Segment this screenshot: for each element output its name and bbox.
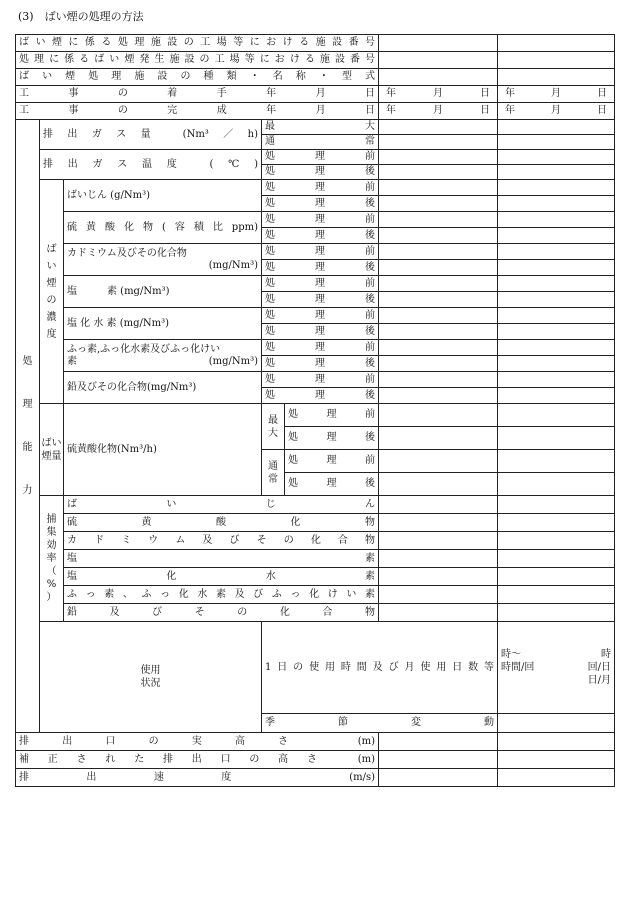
hcl-conc-after-field-2[interactable] — [498, 324, 615, 340]
construction-start-date-field-2[interactable]: 年 月 日 — [498, 86, 615, 103]
sox-conc-before-label: 処理前 — [262, 212, 379, 228]
sox-conc-label: 硫黄酸化物(容積比ppm) — [64, 212, 262, 244]
sox-volume-label: 硫黄酸化物(Nm³/h) — [64, 404, 262, 496]
gas-temp-before-field-2[interactable] — [498, 150, 615, 165]
sox-volume-normal-before-field-2[interactable] — [498, 450, 615, 473]
section-title: (3) ばい煙の処理の方法 — [18, 10, 144, 23]
gas-temp-after-field-2[interactable] — [498, 165, 615, 180]
eff-cadmium-field[interactable] — [379, 532, 498, 550]
sox-conc-before-field[interactable] — [379, 212, 498, 228]
eff-lead-label: 鉛及びその化合物 — [64, 604, 379, 622]
chlorine-conc-before-label: 処理前 — [262, 276, 379, 292]
cadmium-conc-after-label: 処理後 — [262, 260, 379, 276]
lead-conc-after-field-2[interactable] — [498, 388, 615, 404]
fluorine-conc-after-field-2[interactable] — [498, 356, 615, 372]
facility-number-treatment-label: ばい煙に係る処理施設の工場等における施設番号 — [16, 35, 379, 52]
lead-conc-label: 鉛及びその化合物(mg/Nm³) — [64, 372, 262, 404]
eff-sox-field[interactable] — [379, 514, 498, 532]
eff-hcl-label: 塩化水素 — [64, 568, 379, 586]
cadmium-conc-before-label: 処理前 — [262, 244, 379, 260]
eff-chlorine-label: 塩素 — [64, 550, 379, 568]
fluorine-conc-before-field[interactable] — [379, 340, 498, 356]
outlet-height-field-2[interactable] — [498, 733, 615, 751]
sox-volume-max-before-label: 処理前 — [285, 404, 379, 427]
seasonal-variation-field[interactable] — [498, 714, 615, 733]
corrected-outlet-height-field-2[interactable] — [498, 751, 615, 769]
gas-volume-normal-field[interactable] — [379, 135, 498, 150]
sox-volume-normal-after-field-2[interactable] — [498, 473, 615, 496]
gas-volume-max-field[interactable] — [379, 120, 498, 135]
chlorine-conc-before-field-2[interactable] — [498, 276, 615, 292]
facility-number-treatment-field-2[interactable] — [498, 35, 615, 52]
gas-volume-max-label: 最大 — [262, 120, 379, 135]
usage-hours-label: 1日の使用時間及び月使用日数等 — [262, 622, 498, 714]
eff-cadmium-field-2[interactable] — [498, 532, 615, 550]
dust-conc-after-field[interactable] — [379, 196, 498, 212]
usage-status-label: 使用 状況 — [40, 622, 262, 733]
outlet-velocity-field[interactable] — [379, 769, 498, 787]
outlet-height-label: 排出口の実高さ (m) — [16, 733, 379, 751]
gas-temp-after-field[interactable] — [379, 165, 498, 180]
facility-number-source-field-2[interactable] — [498, 52, 615, 69]
lead-conc-after-field[interactable] — [379, 388, 498, 404]
eff-hcl-field[interactable] — [379, 568, 498, 586]
eff-sox-label: 硫黄酸化物 — [64, 514, 379, 532]
fluorine-conc-before-field-2[interactable] — [498, 340, 615, 356]
sox-conc-before-field-2[interactable] — [498, 212, 615, 228]
fluorine-conc-after-label: 処理後 — [262, 356, 379, 372]
usage-hours-field[interactable]: 時～ 時 時間/回 回/日 日/月 — [498, 622, 615, 714]
sox-volume-normal-label: 通 常 — [262, 450, 285, 496]
chlorine-conc-after-field[interactable] — [379, 292, 498, 308]
sox-volume-normal-before-field[interactable] — [379, 450, 498, 473]
facility-number-source-label: 処理に係るばい煙発生施設の工場等における施設番号 — [16, 52, 379, 69]
gas-temp-before-label: 処理前 — [262, 150, 379, 165]
eff-lead-field[interactable] — [379, 604, 498, 622]
type-name-model-label: ばい煙処理施設の種類・名称・型式 — [16, 69, 379, 86]
eff-hcl-field-2[interactable] — [498, 568, 615, 586]
gas-temp-after-label: 処理後 — [262, 165, 379, 180]
sox-volume-normal-before-label: 処理前 — [285, 450, 379, 473]
eff-dust-field-2[interactable] — [498, 496, 615, 514]
eff-lead-field-2[interactable] — [498, 604, 615, 622]
eff-chlorine-field-2[interactable] — [498, 550, 615, 568]
hcl-conc-after-label: 処理後 — [262, 324, 379, 340]
smoke-volume-label: ばい 煙量 — [40, 404, 64, 496]
chlorine-conc-after-field-2[interactable] — [498, 292, 615, 308]
cadmium-conc-after-field[interactable] — [379, 260, 498, 276]
hcl-conc-label: 塩 化 水 素 (mg/Nm³) — [64, 308, 262, 340]
dust-conc-after-label: 処理後 — [262, 196, 379, 212]
gas-volume-max-field-2[interactable] — [498, 120, 615, 135]
dust-conc-label: ばいじん (g/Nm³) — [64, 180, 262, 212]
sox-conc-after-field[interactable] — [379, 228, 498, 244]
outlet-height-field[interactable] — [379, 733, 498, 751]
eff-fluorine-label: ふっ素、ふっ化水素及びふっ化けい素 — [64, 586, 379, 604]
hcl-conc-before-label: 処理前 — [262, 308, 379, 324]
eff-fluorine-field-2[interactable] — [498, 586, 615, 604]
eff-chlorine-field[interactable] — [379, 550, 498, 568]
chlorine-conc-before-field[interactable] — [379, 276, 498, 292]
dust-conc-before-label: 処理前 — [262, 180, 379, 196]
gas-volume-label: 排出ガス量 (Nm³／h) — [40, 120, 262, 150]
outlet-velocity-label: 排出速度 (m/s) — [16, 769, 379, 787]
cadmium-conc-before-field-2[interactable] — [498, 244, 615, 260]
lead-conc-before-label: 処理前 — [262, 372, 379, 388]
sox-conc-after-field-2[interactable] — [498, 228, 615, 244]
lead-conc-before-field[interactable] — [379, 372, 498, 388]
type-name-model-field[interactable] — [379, 69, 498, 86]
sox-volume-max-before-field-2[interactable] — [498, 404, 615, 427]
sox-volume-max-after-field-2[interactable] — [498, 427, 615, 450]
cadmium-conc-after-field-2[interactable] — [498, 260, 615, 276]
gas-temp-label: 排出ガス温度 (℃) — [40, 150, 262, 180]
construction-start-date-field[interactable]: 年 月 日 — [379, 86, 498, 103]
seasonal-variation-label: 季節変動 — [262, 714, 498, 733]
outlet-velocity-field-2[interactable] — [498, 769, 615, 787]
smoke-concentration-label: ば い 煙 の 濃 度 — [40, 180, 64, 404]
chlorine-conc-after-label: 処理後 — [262, 292, 379, 308]
construction-complete-label: 工事の完成年月日 — [16, 103, 379, 120]
cadmium-conc-before-field[interactable] — [379, 244, 498, 260]
processing-capacity-label: 処 理 能 力 — [16, 120, 40, 733]
eff-cadmium-label: カドミウム及びその化合物 — [64, 532, 379, 550]
facility-number-source-field[interactable] — [379, 52, 498, 69]
cadmium-conc-label: カドミウム及びその化合物 (mg/Nm³) — [64, 244, 262, 276]
type-name-model-field-2[interactable] — [498, 69, 615, 86]
sox-volume-max-before-field[interactable] — [379, 404, 498, 427]
gas-volume-normal-label: 通常 — [262, 135, 379, 150]
eff-sox-field-2[interactable] — [498, 514, 615, 532]
construction-complete-date-field[interactable]: 年 月 日 — [379, 103, 498, 120]
hcl-conc-after-field[interactable] — [379, 324, 498, 340]
corrected-outlet-height-label: 補正された排出口の高さ (m) — [16, 751, 379, 769]
fluorine-conc-after-field[interactable] — [379, 356, 498, 372]
dust-conc-before-field[interactable] — [379, 180, 498, 196]
sox-volume-max-after-label: 処理後 — [285, 427, 379, 450]
dust-conc-before-field-2[interactable] — [498, 180, 615, 196]
eff-dust-field[interactable] — [379, 496, 498, 514]
gas-volume-normal-field-2[interactable] — [498, 135, 615, 150]
eff-dust-label: ばいじん — [64, 496, 379, 514]
construction-complete-date-field-2[interactable]: 年 月 日 — [498, 103, 615, 120]
hcl-conc-before-field-2[interactable] — [498, 308, 615, 324]
sox-conc-after-label: 処理後 — [262, 228, 379, 244]
construction-start-label: 工事の着手年月日 — [16, 86, 379, 103]
chlorine-conc-label: 塩 素 (mg/Nm³) — [64, 276, 262, 308]
fluorine-conc-label: ふっ素,ふっ化水素及びふっ化けい 素 (mg/Nm³) — [64, 340, 262, 372]
sox-volume-max-label: 最 大 — [262, 404, 285, 450]
sox-volume-max-after-field[interactable] — [379, 427, 498, 450]
sox-volume-normal-after-label: 処理後 — [285, 473, 379, 496]
smoke-treatment-form — [15, 34, 615, 787]
corrected-outlet-height-field[interactable] — [379, 751, 498, 769]
facility-number-treatment-field[interactable] — [379, 35, 498, 52]
hcl-conc-before-field[interactable] — [379, 308, 498, 324]
dust-conc-after-field-2[interactable] — [498, 196, 615, 212]
lead-conc-before-field-2[interactable] — [498, 372, 615, 388]
sox-volume-normal-after-field[interactable] — [379, 473, 498, 496]
eff-fluorine-field[interactable] — [379, 586, 498, 604]
gas-temp-before-field[interactable] — [379, 150, 498, 165]
collection-efficiency-label: 捕 集 効 率 （ % ） — [40, 496, 64, 622]
lead-conc-after-label: 処理後 — [262, 388, 379, 404]
fluorine-conc-before-label: 処理前 — [262, 340, 379, 356]
